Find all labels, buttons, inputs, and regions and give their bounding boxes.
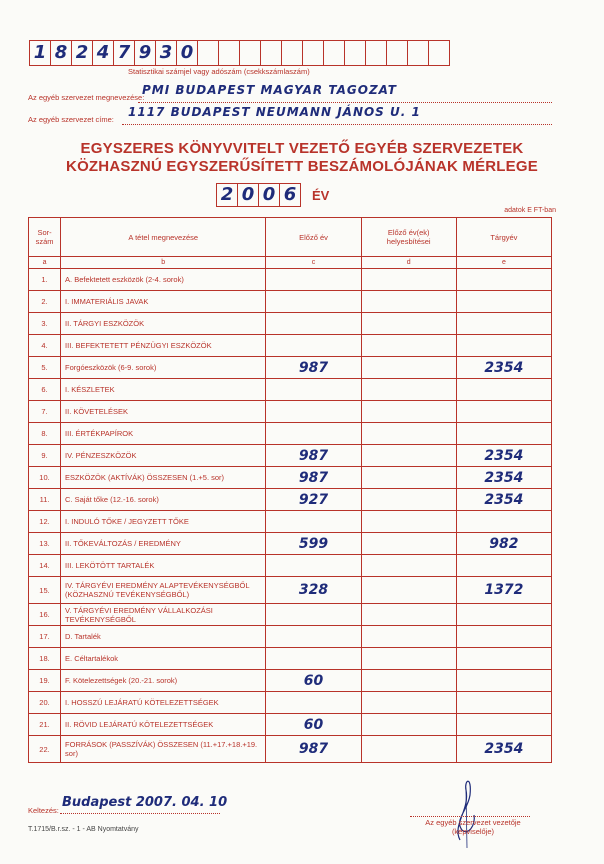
stat-digit: 2 [75,42,89,63]
col-letter-b: b [61,257,266,269]
org-address-label: Az egyéb szervezet címe: [28,115,114,124]
stat-digit-box[interactable] [365,40,387,66]
row-number [29,291,61,313]
stat-digit-box[interactable] [344,40,366,66]
col-header-curr: Tárgyév [456,218,551,257]
table-row [29,736,552,763]
year-suffix: ÉV [312,188,330,203]
row-number-text: 4. [41,341,48,350]
org-address-field[interactable]: 1117 BUDAPEST NEUMANN JÁNOS U. 1 [128,105,421,119]
row-prev-value-text: 987 [298,359,329,376]
stat-digit-box[interactable] [92,40,114,66]
org-name-label: Az egyéb szervezet megnevezése: [28,93,145,102]
col-letter-c: c [266,257,361,269]
row-number [29,467,61,489]
table-row [29,533,552,555]
stat-digit-box[interactable] [302,40,324,66]
row-prev-value[interactable] [266,489,361,511]
row-number [29,423,61,445]
row-correction-value[interactable] [361,736,456,763]
row-label-text: II. RÖVID LEJÁRATÚ KÖTELEZETTSÉGEK [65,720,214,729]
row-prev-value[interactable] [266,401,361,423]
table-row [29,445,552,467]
row-number-text: 6. [41,385,48,394]
row-label [61,423,266,445]
stat-digit: 7 [117,42,131,63]
stat-digit-box[interactable] [218,40,240,66]
row-label-text: A. Befektetett eszközök (2-4. sorok) [65,275,184,284]
row-prev-value[interactable] [266,445,361,467]
row-label [61,379,266,401]
row-curr-value-text: 2354 [484,741,524,757]
row-number [29,626,61,648]
row-correction-value[interactable] [361,357,456,379]
year-digit: 2 [220,184,234,205]
row-label [61,401,266,423]
row-label [61,313,266,335]
row-label [61,291,266,313]
table-row [29,670,552,692]
row-label-text: F. Kötelezettségek (20.-21. sorok) [65,676,178,685]
col-header-prev: Előző év [266,218,361,257]
row-number [29,269,61,291]
row-number-text: 17. [39,632,50,641]
row-number-text: 2. [41,297,48,306]
row-label-text: II. TÁRGYI ESZKÖZÖK [65,319,145,328]
row-number-text: 21. [39,720,50,729]
table-row [29,401,552,423]
stat-digit-box[interactable] [71,40,93,66]
row-curr-value-text: 1372 [484,582,524,598]
row-number-text: 1. [41,275,48,284]
row-label-text: Forgóeszközök (6-9. sorok) [65,363,157,372]
stat-digit: 9 [138,42,152,63]
row-number-text: 16. [39,610,50,619]
col-header-num: Sor- szám [29,218,61,257]
table-row [29,489,552,511]
stat-digit: 3 [159,42,173,63]
row-correction-value[interactable] [361,467,456,489]
row-prev-value[interactable] [266,714,361,736]
row-prev-value-text: 927 [298,491,329,508]
row-curr-value[interactable] [456,467,551,489]
row-prev-value[interactable] [266,313,361,335]
stat-digit: 0 [180,42,194,63]
row-number [29,555,61,577]
table-letters-row [29,257,552,269]
row-prev-value[interactable] [266,379,361,401]
date-line [60,813,220,814]
row-label-text: FORRÁSOK (PASSZÍVÁK) ÖSSZESEN (11.+17.+18.+19. sor) [65,740,258,758]
row-correction-value[interactable] [361,533,456,555]
row-curr-value[interactable] [456,692,551,714]
row-label [61,269,266,291]
row-label [61,335,266,357]
row-prev-value[interactable] [266,555,361,577]
row-curr-value[interactable] [456,577,551,604]
row-number [29,736,61,763]
row-label [61,489,266,511]
row-label [61,692,266,714]
row-number-text: 7. [41,407,48,416]
year-digit: 0 [241,184,255,205]
row-prev-value[interactable] [266,335,361,357]
row-label [61,555,266,577]
row-prev-value[interactable] [266,357,361,379]
row-number [29,379,61,401]
row-label-text: IV. TÁRGYÉVI EREDMÉNY ALAPTEVÉKENYSÉGBŐL (KÖZHASZNÚ TEVÉKENYSÉGBŐL) [65,581,250,599]
row-number [29,511,61,533]
row-number [29,670,61,692]
row-prev-value-text: 987 [298,447,329,464]
row-prev-value[interactable] [266,626,361,648]
row-curr-value-text: 2354 [484,469,524,486]
stat-digit-box[interactable] [239,40,261,66]
table-row [29,467,552,489]
row-curr-value[interactable] [456,604,551,626]
row-curr-value[interactable] [456,313,551,335]
year-digit: 0 [262,184,276,205]
year-digit: 6 [283,184,297,205]
row-correction-value[interactable] [361,335,456,357]
row-prev-value-text: 60 [303,716,324,733]
row-curr-value[interactable] [456,670,551,692]
row-prev-value-text: 599 [298,535,329,552]
row-number [29,604,61,626]
row-correction-value[interactable] [361,626,456,648]
units-note: adatok E FT-ban [504,207,556,214]
form-title-line2: KÖZHASZNÚ EGYSZERŰSÍTETT BESZÁMOLÓJÁNAK MÉRLEGE [66,158,538,175]
year-digit-box[interactable] [279,183,301,207]
row-label-text: I. INDULÓ TŐKE / JEGYZETT TŐKE [65,517,189,526]
row-correction-value[interactable] [361,577,456,604]
row-label-text: III. LEKÖTÖTT TARTALÉK [65,561,155,570]
row-correction-value[interactable] [361,511,456,533]
row-curr-value[interactable] [456,291,551,313]
row-curr-value[interactable] [456,714,551,736]
stat-digit-box[interactable] [407,40,429,66]
org-name-field[interactable]: PMI BUDAPEST MAGYAR TAGOZAT [142,83,397,97]
row-label-text: I. KÉSZLETEK [65,385,115,394]
row-number-text: 14. [39,561,50,570]
row-curr-value[interactable] [456,445,551,467]
table-row [29,626,552,648]
table-row [29,335,552,357]
row-number [29,533,61,555]
stat-digit-box[interactable] [155,40,177,66]
stat-number-caption: Statisztikai számjel vagy adószám (csekkszámlaszám) [128,67,310,76]
row-curr-value-text: 2354 [484,491,524,508]
table-row [29,577,552,604]
row-label-text: II. KÖVETELÉSEK [65,407,128,416]
row-correction-value[interactable] [361,555,456,577]
stat-digit: 4 [96,42,110,63]
form-title-line1: EGYSZERES KÖNYVVITELT VEZETŐ EGYÉB SZERVEZETEK [80,140,524,157]
row-curr-value[interactable] [456,269,551,291]
row-number-text: 9. [41,451,48,460]
stat-digit-box[interactable] [134,40,156,66]
row-correction-value[interactable] [361,714,456,736]
row-correction-value[interactable] [361,423,456,445]
row-prev-value-text: 987 [298,741,329,757]
row-prev-value[interactable] [266,269,361,291]
stat-digit-box[interactable] [113,40,135,66]
stat-digit: 1 [33,42,47,63]
col-letter-a: a [29,257,61,269]
row-curr-value[interactable] [456,489,551,511]
row-prev-value-text: 60 [303,672,324,689]
table-row [29,692,552,714]
stat-digit: 8 [54,42,68,63]
row-correction-value[interactable] [361,269,456,291]
table-row [29,269,552,291]
stat-digit-box[interactable] [323,40,345,66]
signature-mark [440,770,490,850]
row-correction-value[interactable] [361,604,456,626]
row-prev-value[interactable] [266,670,361,692]
row-label-text: E. Céltartalékok [65,654,118,663]
row-label [61,604,266,626]
row-correction-value[interactable] [361,313,456,335]
signature-line [410,816,530,817]
row-curr-value-text: 2354 [484,447,524,464]
row-label-text: III. ÉRTÉKPAPÍROK [65,429,134,438]
row-label-text: IV. PÉNZESZKÖZÖK [65,451,137,460]
table-row [29,604,552,626]
table-row [29,714,552,736]
col-header-corr: Előző év(ek) helyesbítései [361,218,456,257]
row-curr-value[interactable] [456,357,551,379]
row-curr-value[interactable] [456,555,551,577]
row-label [61,511,266,533]
row-prev-value[interactable] [266,467,361,489]
org-name-line [138,102,552,103]
row-number [29,648,61,670]
row-correction-value[interactable] [361,291,456,313]
stat-digit-box[interactable] [50,40,72,66]
row-label [61,533,266,555]
row-label [61,670,266,692]
row-label [61,577,266,604]
col-header-name: A tétel megnevezése [61,218,266,257]
row-label [61,357,266,379]
row-prev-value[interactable] [266,423,361,445]
row-prev-value[interactable] [266,648,361,670]
row-prev-value[interactable] [266,577,361,604]
row-label-text: V. TÁRGYÉVI EREDMÉNY VÁLLALKOZÁSI TEVÉKENYSÉGBŐL [65,605,213,624]
row-prev-value[interactable] [266,736,361,763]
row-label [61,648,266,670]
row-prev-value-text: 328 [298,582,329,598]
row-curr-value[interactable] [456,423,551,445]
row-correction-value[interactable] [361,401,456,423]
row-number [29,401,61,423]
table-row [29,313,552,335]
stat-number-boxes [29,40,449,66]
row-number [29,357,61,379]
row-number [29,577,61,604]
year-boxes [216,183,300,207]
year-digit-box[interactable] [237,183,259,207]
balance-table [28,217,552,763]
row-curr-value[interactable] [456,533,551,555]
date-field[interactable]: Budapest 2007. 04. 10 [62,795,228,810]
row-number-text: 11. [39,495,50,504]
stat-digit-box[interactable] [197,40,219,66]
date-label: Keltezés: [28,806,59,815]
row-prev-value-text: 987 [298,469,329,486]
row-number-text: 13. [39,539,50,548]
row-label-text: C. Saját tőke (12.-16. sorok) [65,495,159,504]
form-code: T.1715/B.r.sz. - 1 - AB Nyomtatvány [28,826,139,833]
row-number [29,692,61,714]
row-curr-value-text: 2354 [484,359,524,376]
row-number-text: 3. [41,319,48,328]
row-correction-value[interactable] [361,670,456,692]
row-number-text: 15. [39,585,50,595]
org-address-line [122,124,552,125]
row-number-text: 20. [39,698,50,707]
row-label-text: III. BEFEKTETETT PÉNZÜGYI ESZKÖZÖK [65,341,212,350]
row-number-text: 5. [41,363,48,372]
row-number [29,335,61,357]
row-curr-value[interactable] [456,511,551,533]
row-curr-value-text: 982 [489,535,519,552]
row-number [29,445,61,467]
row-prev-value[interactable] [266,692,361,714]
row-label [61,467,266,489]
table-header-row [29,218,552,257]
row-prev-value[interactable] [266,511,361,533]
row-number [29,313,61,335]
row-label [61,626,266,648]
row-number-text: 18. [39,654,50,663]
row-number [29,714,61,736]
table-row [29,423,552,445]
col-letter-d: d [361,257,456,269]
row-number-text: 10. [39,473,50,482]
stat-digit-box[interactable] [29,40,51,66]
row-curr-value[interactable] [456,648,551,670]
stat-digit-box[interactable] [176,40,198,66]
row-correction-value[interactable] [361,445,456,467]
row-prev-value[interactable] [266,291,361,313]
row-correction-value[interactable] [361,379,456,401]
table-row [29,357,552,379]
row-label [61,445,266,467]
table-row [29,379,552,401]
row-correction-value[interactable] [361,648,456,670]
row-label-text: I. HOSSZÚ LEJÁRATÚ KÖTELEZETTSÉGEK [65,698,219,707]
row-label-text: D. Tartalék [65,632,101,641]
row-number-text: 8. [41,429,48,438]
row-number-text: 19. [39,676,50,685]
row-curr-value[interactable] [456,379,551,401]
row-label [61,714,266,736]
row-curr-value[interactable] [456,736,551,763]
table-row [29,555,552,577]
stat-digit-box[interactable] [260,40,282,66]
row-prev-value[interactable] [266,533,361,555]
row-curr-value[interactable] [456,626,551,648]
table-row [29,648,552,670]
row-number-text: 22. [39,744,50,754]
row-label-text: II. TŐKEVÁLTOZÁS / EREDMÉNY [65,539,181,548]
row-curr-value[interactable] [456,335,551,357]
row-label [61,736,266,763]
row-label-text: I. IMMATERIÁLIS JAVAK [65,297,149,306]
row-label-text: ESZKÖZÖK (AKTÍVÁK) ÖSSZESEN (1.+5. sor) [65,473,225,482]
table-row [29,291,552,313]
stat-digit-box[interactable] [281,40,303,66]
col-letter-e: e [456,257,551,269]
row-correction-value[interactable] [361,692,456,714]
stat-digit-box[interactable] [386,40,408,66]
stat-digit-box[interactable] [428,40,450,66]
row-correction-value[interactable] [361,489,456,511]
year-digit-box[interactable] [216,183,238,207]
row-prev-value[interactable] [266,604,361,626]
signature-label: Az egyéb szervezet vezetője (képviselője) [425,818,521,836]
row-number [29,489,61,511]
row-number-text: 12. [39,517,50,526]
year-digit-box[interactable] [258,183,280,207]
row-curr-value[interactable] [456,401,551,423]
table-row [29,511,552,533]
